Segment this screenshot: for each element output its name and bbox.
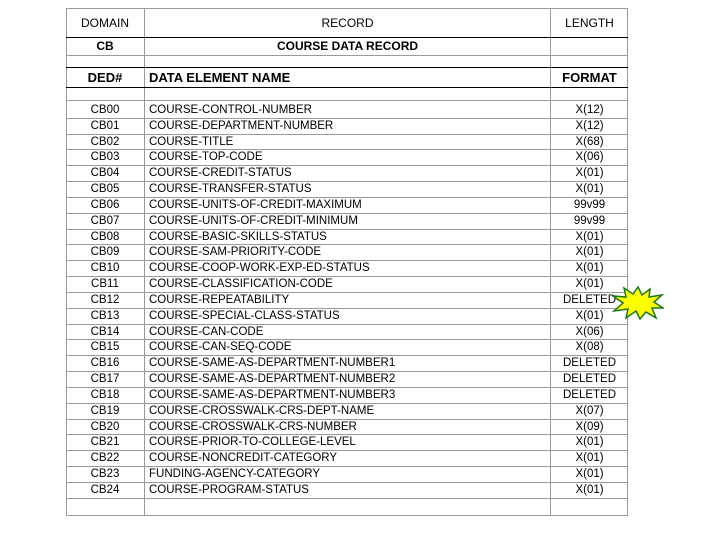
element-name-cell: COURSE-CROSSWALK-CRS-DEPT-NAME (149, 404, 375, 417)
format-cell: X(01) (575, 278, 604, 291)
ded-cell: CB03 (90, 151, 120, 164)
element-name-cell: COURSE-COOP-WORK-EXP-ED-STATUS (149, 262, 370, 275)
format-cell: X(08) (575, 341, 604, 354)
ded-cell: CB22 (90, 452, 120, 465)
element-name-cell: COURSE-SPECIAL-CLASS-STATUS (149, 309, 340, 322)
name-column-header: DATA ELEMENT NAME (149, 69, 291, 85)
ded-cell: CB05 (90, 183, 120, 196)
element-name-cell: COURSE-UNITS-OF-CREDIT-MAXIMUM (149, 198, 362, 211)
element-name-cell: COURSE-SAM-PRIORITY-CODE (149, 246, 322, 259)
row-divider (66, 87, 628, 88)
element-name-cell: COURSE-CLASSIFICATION-CODE (149, 278, 333, 291)
format-cell: 99v99 (573, 198, 606, 211)
ded-cell: CB15 (90, 341, 120, 354)
ded-cell: CB01 (90, 119, 120, 132)
ded-cell: CB23 (90, 467, 120, 480)
ded-cell: CB04 (90, 167, 120, 180)
ded-cell: CB13 (90, 309, 120, 322)
format-cell: X(01) (575, 246, 604, 259)
ded-cell: CB16 (90, 357, 120, 370)
element-name-cell: COURSE-CAN-CODE (149, 325, 264, 338)
ded-column-header: DED# (87, 69, 123, 85)
element-name-cell: COURSE-TRANSFER-STATUS (149, 183, 312, 196)
length-header: LENGTH (565, 15, 614, 30)
format-cell: DELETED (562, 373, 617, 386)
format-cell: X(01) (575, 483, 604, 496)
ded-cell: CB12 (90, 293, 120, 306)
format-cell: X(06) (575, 151, 604, 164)
row-divider (66, 55, 628, 56)
ded-cell: CB00 (90, 103, 120, 116)
element-name-cell: COURSE-CREDIT-STATUS (149, 167, 292, 180)
format-cell: X(01) (575, 262, 604, 275)
element-name-cell: COURSE-CONTROL-NUMBER (149, 103, 312, 116)
format-cell: X(01) (575, 309, 604, 322)
ded-cell: CB08 (90, 230, 120, 243)
ded-cell: CB19 (90, 404, 120, 417)
ded-cell: CB02 (90, 135, 120, 148)
format-cell: X(12) (575, 103, 604, 116)
starburst-shape (613, 287, 663, 319)
format-cell: X(01) (575, 230, 604, 243)
length-value (551, 37, 628, 55)
element-name-cell: COURSE-CROSSWALK-CRS-NUMBER (149, 420, 357, 433)
element-name-cell: COURSE-PRIOR-TO-COLLEGE-LEVEL (149, 436, 356, 449)
format-cell: X(07) (575, 404, 604, 417)
ded-cell: CB14 (90, 325, 120, 338)
element-name-cell: COURSE-SAME-AS-DEPARTMENT-NUMBER3 (149, 388, 396, 401)
element-name-cell: COURSE-REPEATABILITY (149, 293, 290, 306)
element-name-cell: COURSE-DEPARTMENT-NUMBER (149, 119, 334, 132)
format-cell: DELETED (562, 293, 617, 306)
row-divider (66, 100, 628, 101)
format-cell: X(12) (575, 119, 604, 132)
ded-cell: CB20 (90, 420, 120, 433)
domain-value: CB (96, 39, 114, 53)
ded-cell: CB24 (90, 483, 120, 496)
element-name-cell: COURSE-BASIC-SKILLS-STATUS (149, 230, 327, 243)
domain-header: DOMAIN (81, 15, 129, 30)
format-cell: DELETED (562, 357, 617, 370)
element-name-cell: COURSE-PROGRAM-STATUS (149, 483, 309, 496)
format-cell: X(01) (575, 452, 604, 465)
element-name-cell: COURSE-TOP-CODE (149, 151, 263, 164)
format-cell: X(06) (575, 325, 604, 338)
element-name-cell: COURSE-SAME-AS-DEPARTMENT-NUMBER1 (149, 357, 396, 370)
format-cell: DELETED (562, 388, 617, 401)
record-header: RECORD (321, 15, 374, 30)
format-cell: X(01) (575, 467, 604, 480)
ded-cell: CB17 (90, 373, 120, 386)
starburst-icon (612, 286, 664, 320)
format-cell: X(68) (575, 135, 604, 148)
element-name-cell: COURSE-NONCREDIT-CATEGORY (149, 452, 338, 465)
format-cell: X(01) (575, 167, 604, 180)
format-cell: X(09) (575, 420, 604, 433)
element-name-cell: COURSE-UNITS-OF-CREDIT-MINIMUM (149, 214, 358, 227)
record-title: COURSE DATA RECORD (276, 39, 419, 53)
ded-cell: CB11 (91, 278, 119, 291)
ded-cell: CB18 (90, 388, 120, 401)
ded-cell: CB06 (90, 198, 120, 211)
element-name-cell: COURSE-SAME-AS-DEPARTMENT-NUMBER2 (149, 373, 396, 386)
column-divider (144, 8, 145, 516)
element-name-cell: COURSE-CAN-SEQ-CODE (149, 341, 292, 354)
element-name-cell: COURSE-TITLE (149, 135, 234, 148)
ded-cell: CB10 (90, 262, 120, 275)
format-cell: X(01) (575, 183, 604, 196)
format-cell: X(01) (575, 436, 604, 449)
row-divider (66, 498, 628, 499)
ded-cell: CB07 (90, 214, 120, 227)
ded-cell: CB21 (90, 436, 120, 449)
format-column-header: FORMAT (562, 69, 617, 85)
format-cell: 99v99 (573, 214, 606, 227)
element-name-cell: FUNDING-AGENCY-CATEGORY (149, 467, 321, 480)
ded-cell: CB09 (90, 246, 120, 259)
